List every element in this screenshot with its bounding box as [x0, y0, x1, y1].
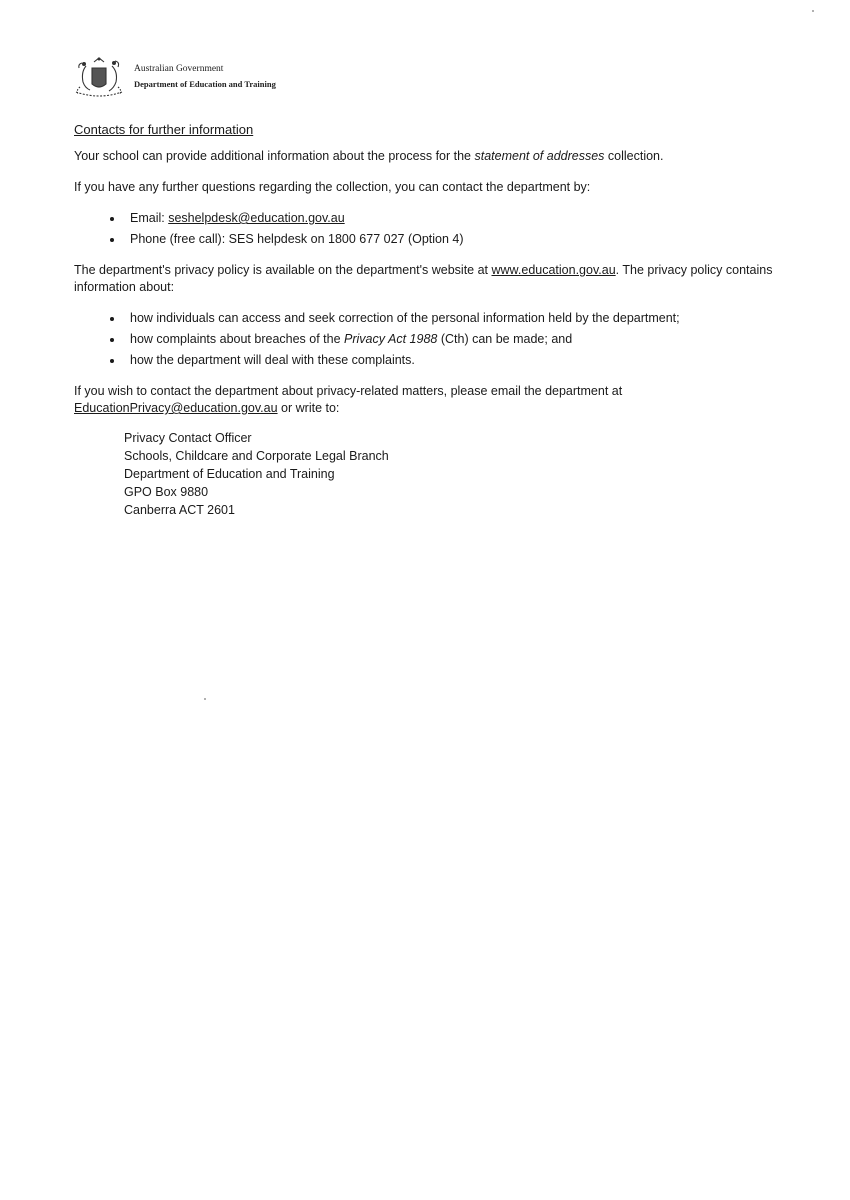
- paragraph-text: or write to:: [277, 401, 340, 415]
- agency-name: [134, 62, 276, 92]
- list-text: (Cth) can be made; and: [437, 332, 573, 346]
- document-body: [74, 121, 794, 519]
- collection-name: statement of addresses: [474, 149, 605, 163]
- address-line: Canberra ACT 2601: [124, 503, 235, 517]
- paragraph-process: [74, 148, 794, 165]
- postal-address: [124, 429, 794, 519]
- address-line: GPO Box 9880: [124, 485, 209, 499]
- act-name: Privacy Act 1988: [344, 332, 438, 346]
- list-item: • how individuals can access and seek correction of the personal information held by the department;: [124, 310, 794, 327]
- list-item: [124, 331, 794, 348]
- department-name: Department of Education and Training: [134, 79, 276, 89]
- scan-speck: [812, 10, 814, 12]
- address-line: Schools, Childcare and Corporate Legal Branch: [124, 449, 389, 463]
- section-heading: Contacts for further information: [74, 122, 254, 137]
- list-text: how complaints about breaches of the: [130, 332, 345, 346]
- department-website-link[interactable]: www.education.gov.au: [491, 263, 616, 277]
- email-label: Email:: [130, 211, 169, 225]
- list-item-email: [124, 210, 794, 227]
- paragraph-questions: If you have any further questions regarding the collection, you can contact the department by:: [74, 180, 591, 194]
- list-item-phone: • Phone (free call): SES helpdesk on 1800 677 027 (Option 4): [124, 231, 794, 248]
- address-line: Privacy Contact Officer: [124, 431, 252, 445]
- paragraph-text: collection.: [604, 149, 664, 163]
- government-name: Australian Government: [134, 64, 224, 74]
- paragraph-privacy-contact: [74, 383, 794, 417]
- paragraph-text: If you wish to contact the department about privacy-related matters, please email the department at: [74, 384, 623, 398]
- policy-contents-list: [74, 310, 794, 369]
- paragraph-privacy-policy: [74, 262, 794, 296]
- list-item: • how the department will deal with these complaints.: [124, 352, 794, 369]
- contact-methods-list: [74, 210, 794, 248]
- privacy-email-link[interactable]: EducationPrivacy@education.gov.au: [74, 401, 278, 415]
- paragraph-text: Your school can provide additional information about the process for the: [74, 149, 475, 163]
- paragraph-text: . The privacy policy contains information about:: [74, 263, 773, 294]
- letterhead: [72, 54, 276, 100]
- helpdesk-email-link[interactable]: seshelpdesk@education.gov.au: [168, 211, 345, 225]
- scan-speck: [204, 698, 206, 700]
- paragraph-text: The department's privacy policy is available on the department's website at: [74, 263, 492, 277]
- coat-of-arms-icon: [72, 54, 126, 100]
- address-line: Department of Education and Training: [124, 467, 335, 481]
